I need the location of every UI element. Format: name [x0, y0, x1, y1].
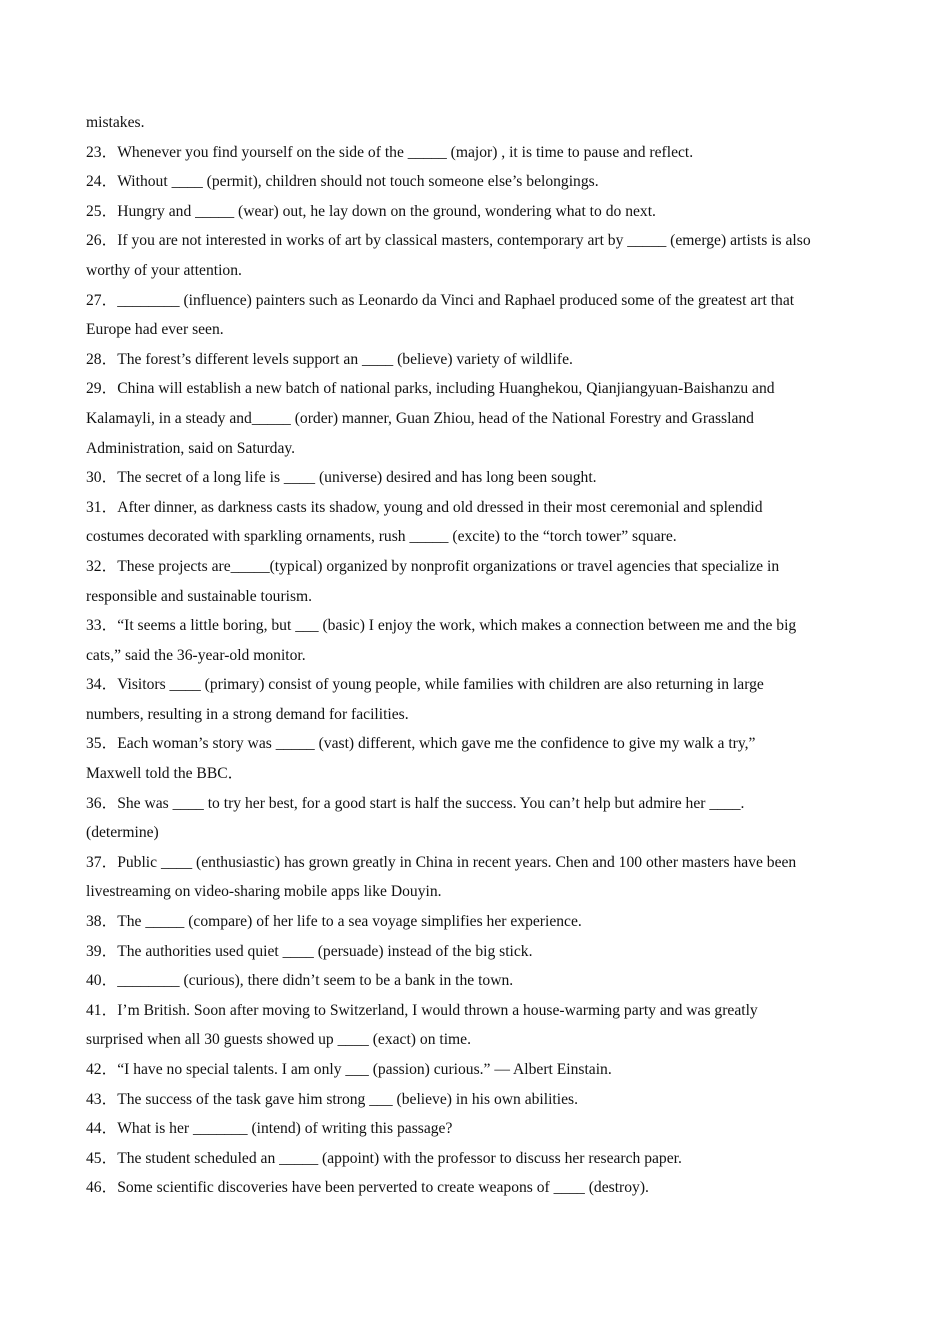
question-item	[86, 937, 864, 967]
question-line	[86, 434, 864, 464]
question-line	[86, 729, 864, 759]
question-number: 40．	[86, 972, 118, 990]
question-text: The secret of a long life is ____ (universe) desired and has long been sought.	[117, 469, 597, 487]
question-line	[86, 1144, 864, 1174]
question-line	[86, 966, 864, 996]
question-number: 23．	[86, 143, 118, 161]
question-item	[86, 138, 864, 168]
question-text: Hungry and _____ (wear) out, he lay down on the ground, wondering what to do next.	[117, 202, 656, 220]
question-text: Europe had ever seen.	[86, 321, 224, 339]
question-number: 35．	[86, 735, 118, 753]
question-item	[86, 493, 864, 552]
question-number: 39．	[86, 942, 118, 960]
question-text: Kalamayli, in a steady and_____ (order) manner, Guan Zhiou, head of the National Forestry and Grassland	[86, 409, 754, 427]
question-text: (determine)	[86, 824, 159, 842]
question-line	[86, 670, 864, 700]
question-text: cats,” said the 36-year-old monitor.	[86, 646, 306, 664]
question-line	[86, 759, 864, 789]
question-line	[86, 197, 864, 227]
question-text: The authorities used quiet ____ (persuade) instead of the big stick.	[117, 942, 533, 960]
question-text: “It seems a little boring, but ___ (basic) I enjoy the work, which makes a connection between me and the big	[117, 617, 797, 635]
question-item	[86, 167, 864, 197]
question-item	[86, 226, 864, 285]
question-number: 43．	[86, 1090, 118, 1108]
question-line	[86, 315, 864, 345]
question-number: 45．	[86, 1149, 118, 1167]
question-line	[86, 611, 864, 641]
question-text: “I have no special talents. I am only ___ (passion) curious.” — Albert Einstain.	[117, 1061, 612, 1078]
question-item	[86, 463, 864, 493]
question-text: These projects are_____(typical) organized by nonprofit organizations or travel agencies that specialize in	[117, 557, 780, 575]
question-line	[86, 286, 864, 316]
carryover-text: mistakes.	[86, 114, 145, 131]
question-line	[86, 700, 864, 730]
question-text: ________ (curious), there didn’t seem to be a bank in the town.	[117, 972, 514, 990]
question-line	[86, 907, 864, 937]
question-number: 46．	[86, 1179, 118, 1197]
question-number: 33．	[86, 617, 118, 635]
question-number: 34．	[86, 676, 118, 694]
question-line	[86, 1055, 864, 1085]
question-item	[86, 1144, 864, 1174]
question-text: She was ____ to try her best, for a good start is half the success. You can’t help but admire her ____.	[117, 794, 745, 812]
question-item	[86, 374, 864, 463]
question-item	[86, 907, 864, 937]
question-number: 29．	[86, 380, 118, 398]
question-text: worthy of your attention.	[86, 261, 242, 279]
question-number: 44．	[86, 1120, 118, 1138]
question-line	[86, 463, 864, 493]
question-line	[86, 1114, 864, 1144]
question-number: 32．	[86, 557, 118, 575]
question-item	[86, 848, 864, 907]
question-line	[86, 1025, 864, 1055]
question-item	[86, 996, 864, 1055]
question-text: Administration, said on Saturday.	[86, 439, 296, 457]
question-item	[86, 552, 864, 611]
question-item	[86, 611, 864, 670]
question-line	[86, 582, 864, 612]
question-line	[86, 848, 864, 878]
question-text: After dinner, as darkness casts its shadow, young and old dressed in their most ceremonial and splendid	[117, 498, 763, 516]
question-text: Some scientific discoveries have been perverted to create weapons of ____ (destroy).	[117, 1179, 649, 1197]
question-number: 25．	[86, 202, 118, 220]
question-line	[86, 138, 864, 168]
question-text: Visitors ____ (primary) consist of young people, while families with children are also returning in large	[117, 676, 764, 694]
question-text: Without ____ (permit), children should not touch someone else’s belongings.	[117, 173, 599, 191]
question-text: China will establish a new batch of national parks, including Huanghekou, Qianjiangyuan-Baishanzu and	[117, 380, 775, 398]
question-line	[86, 937, 864, 967]
question-text: Each woman’s story was _____ (vast) different, which gave me the confidence to give my walk a try,”	[117, 735, 756, 753]
question-item	[86, 1055, 864, 1085]
question-line	[86, 167, 864, 197]
question-line	[86, 641, 864, 671]
question-number: 24．	[86, 173, 118, 191]
question-text: numbers, resulting in a strong demand for facilities.	[86, 705, 409, 723]
document-page	[86, 108, 864, 1203]
question-line	[86, 256, 864, 286]
question-line	[86, 818, 864, 848]
question-line	[86, 404, 864, 434]
question-line	[86, 374, 864, 404]
question-number: 41．	[86, 1001, 118, 1019]
question-number: 30．	[86, 469, 118, 487]
question-number: 27．	[86, 291, 118, 309]
question-number: 28．	[86, 350, 118, 368]
question-text: livestreaming on video-sharing mobile apps like Douyin.	[86, 883, 442, 901]
question-item	[86, 1173, 864, 1203]
question-line	[86, 345, 864, 375]
question-item	[86, 670, 864, 729]
question-number: 36．	[86, 794, 118, 812]
question-line	[86, 789, 864, 819]
question-line	[86, 522, 864, 552]
question-line	[86, 996, 864, 1026]
question-item	[86, 345, 864, 375]
question-text: I’m British. Soon after moving to Switzerland, I would thrown a house-warming party and was greatly	[117, 1001, 758, 1019]
question-text: Whenever you find yourself on the side of the _____ (major) , it is time to pause and reflect.	[117, 143, 694, 161]
question-text: Maxwell told the BBC．	[86, 765, 244, 783]
question-line	[86, 877, 864, 907]
question-number: 42．	[86, 1061, 118, 1078]
question-line	[86, 1085, 864, 1115]
question-item	[86, 1085, 864, 1115]
question-text: surprised when all 30 guests showed up ____ (exact) on time.	[86, 1031, 472, 1049]
question-item	[86, 1114, 864, 1144]
question-item	[86, 286, 864, 345]
question-line	[86, 493, 864, 523]
question-number: 31．	[86, 498, 118, 516]
question-text: What is her _______ (intend) of writing this passage?	[117, 1120, 453, 1138]
question-text: The student scheduled an _____ (appoint) with the professor to discuss her research paper.	[117, 1149, 682, 1167]
question-text: The success of the task gave him strong ___ (believe) in his own abilities.	[117, 1090, 578, 1108]
question-text: responsible and sustainable tourism.	[86, 587, 313, 605]
question-item	[86, 966, 864, 996]
question-number: 37．	[86, 853, 118, 871]
question-text: Public ____ (enthusiastic) has grown greatly in China in recent years. Chen and 100 other masters have been	[117, 853, 797, 871]
question-text: costumes decorated with sparkling ornaments, rush _____ (excite) to the “torch tower” square.	[86, 528, 677, 546]
question-number: 26．	[86, 232, 118, 250]
question-text: ________ (influence) painters such as Leonardo da Vinci and Raphael produced some of the greatest art that	[117, 291, 795, 309]
question-line	[86, 1173, 864, 1203]
question-text: The _____ (compare) of her life to a sea voyage simplifies her experience.	[117, 913, 582, 931]
question-number: 38．	[86, 913, 118, 931]
question-list	[86, 138, 864, 1203]
question-text: If you are not interested in works of art by classical masters, contemporary art by _____ (emerge) artists is also	[117, 232, 811, 250]
question-line	[86, 552, 864, 582]
question-line	[86, 226, 864, 256]
question-item	[86, 729, 864, 788]
question-item	[86, 789, 864, 848]
question-item	[86, 197, 864, 227]
question-text: The forest’s different levels support an ____ (believe) variety of wildlife.	[117, 350, 573, 368]
